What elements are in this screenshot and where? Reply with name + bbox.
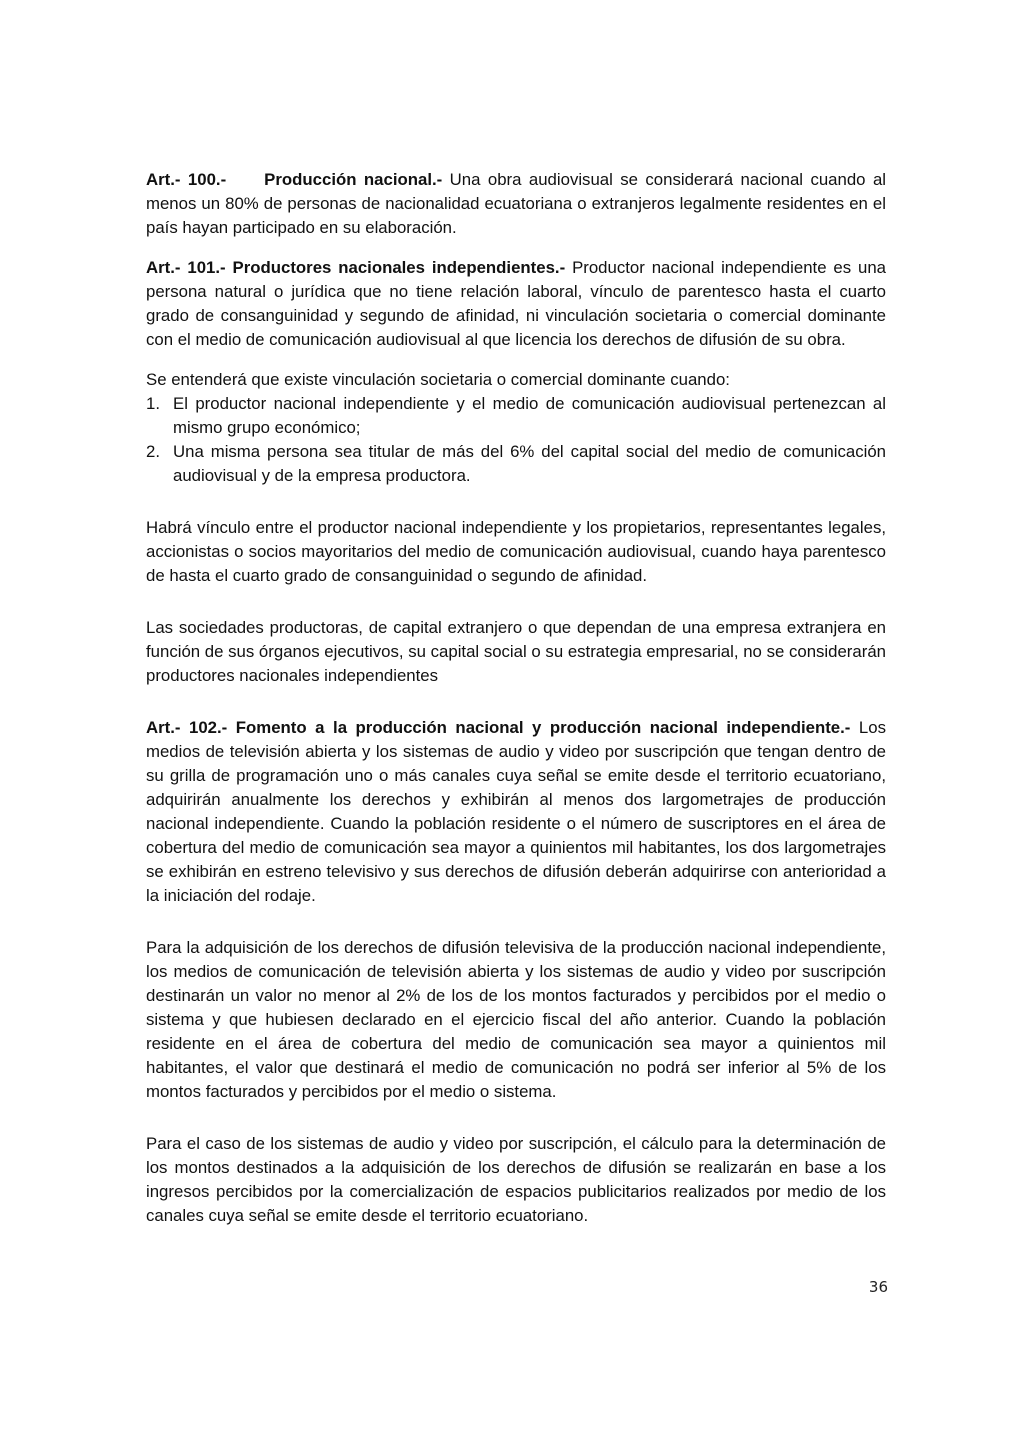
list-text: Una misma persona sea titular de más del 6% del capital social del medio de comunicación audiovisual y de la empresa productora. <box>173 442 886 485</box>
page-number: 36 <box>868 1278 888 1296</box>
article-text: Una obra audiovisual se considerará nacional cuando al menos un 80% de personas de nacionalidad ecuatoriana o extranjeros legalmente residentes en el país hayan participado en su elaboración. <box>146 170 887 237</box>
paragraph: Las sociedades productoras, de capital extranjero o que dependan de una empresa extranjera en función de sus órganos ejecutivos, su capital social o su estrategia empresarial, no se considerarán productores nacionales independientes <box>146 618 886 685</box>
article-text: Productor nacional independiente es una persona natural o jurídica que no tiene relación laboral, vínculo de parentesco hasta el cuarto grado de consanguinidad y segundo de afinidad, ni vinculación societaria o comercial dominante con el medio de comunicación audiovisual al que licencia los derechos de difusión de su obra. <box>146 258 887 349</box>
paragraph: Habrá vínculo entre el productor nacional independiente y los propietarios, representantes legales, accionistas o socios mayoritarios del medio de comunicación audiovisual, cuando haya parentesco de hasta el cuarto grado de consanguinidad o segundo de afinidad. <box>146 518 886 585</box>
article-label: Art.- 102.- <box>146 718 228 737</box>
article-102 <box>146 716 886 908</box>
list-item <box>146 440 886 488</box>
article-label: Art.- 101.- <box>146 258 226 277</box>
paragraph: Para el caso de los sistemas de audio y video por suscripción, el cálculo para la determinación de los montos destinados a la adquisición de los derechos de difusión se realizarán en base a los ingresos percibidos por la comercialización de espacios publicitarios realizados por medio de los canales cuya señal se emite desde el territorio ecuatoriano. <box>146 1134 886 1225</box>
document-body <box>146 168 886 1228</box>
list-intro: Se entenderá que existe vinculación societaria o comercial dominante cuando: <box>146 370 730 389</box>
article-title: Producción nacional.- <box>264 170 443 189</box>
condition-list <box>146 392 886 488</box>
article-101 <box>146 256 886 352</box>
paragraph: Para la adquisición de los derechos de difusión televisiva de la producción nacional independiente, los medios de comunicación de televisión abierta y los sistemas de audio y video por suscripción destinarán un valor no menor al 2% de los de los montos facturados y percibidos por el medio o sistema y que hubiesen declarado en el ejercicio fiscal del año anterior. Cuando la población residente en el área de cobertura del medio de comunicación sea mayor a quinientos mil habitantes, el valor que destinará el medio de comunicación no podrá ser inferior al 5% de los montos facturados y percibidos por el medio o sistema. <box>146 938 886 1101</box>
list-number: 2. <box>146 442 160 461</box>
article-label: Art.- 100.- <box>146 170 227 189</box>
list-item <box>146 392 886 440</box>
article-100 <box>146 168 886 240</box>
article-title: Fomento a la producción nacional y producción nacional independiente.- <box>235 718 851 737</box>
article-title: Productores nacionales independientes.- <box>232 258 566 277</box>
list-text: El productor nacional independiente y el medio de comunicación audiovisual pertenezcan al mismo grupo económico; <box>173 394 886 437</box>
article-text: Los medios de televisión abierta y los sistemas de audio y video por suscripción que tengan dentro de su grilla de programación uno o más canales cuya señal se emite desde el territorio ecuatoriano, adquirirán anualmente los derechos y exhibirán al menos dos largometrajes de producción nacional independiente. Cuando la población residente o el número de suscriptores en el área de cobertura del medio de comunicación sea mayor a quinientos mil habitantes, los dos largometrajes se exhibirán en estreno televisivo y sus derechos de difusión deberán adquirirse con anterioridad a la iniciación del rodaje. <box>146 718 886 905</box>
list-number: 1. <box>146 394 160 413</box>
